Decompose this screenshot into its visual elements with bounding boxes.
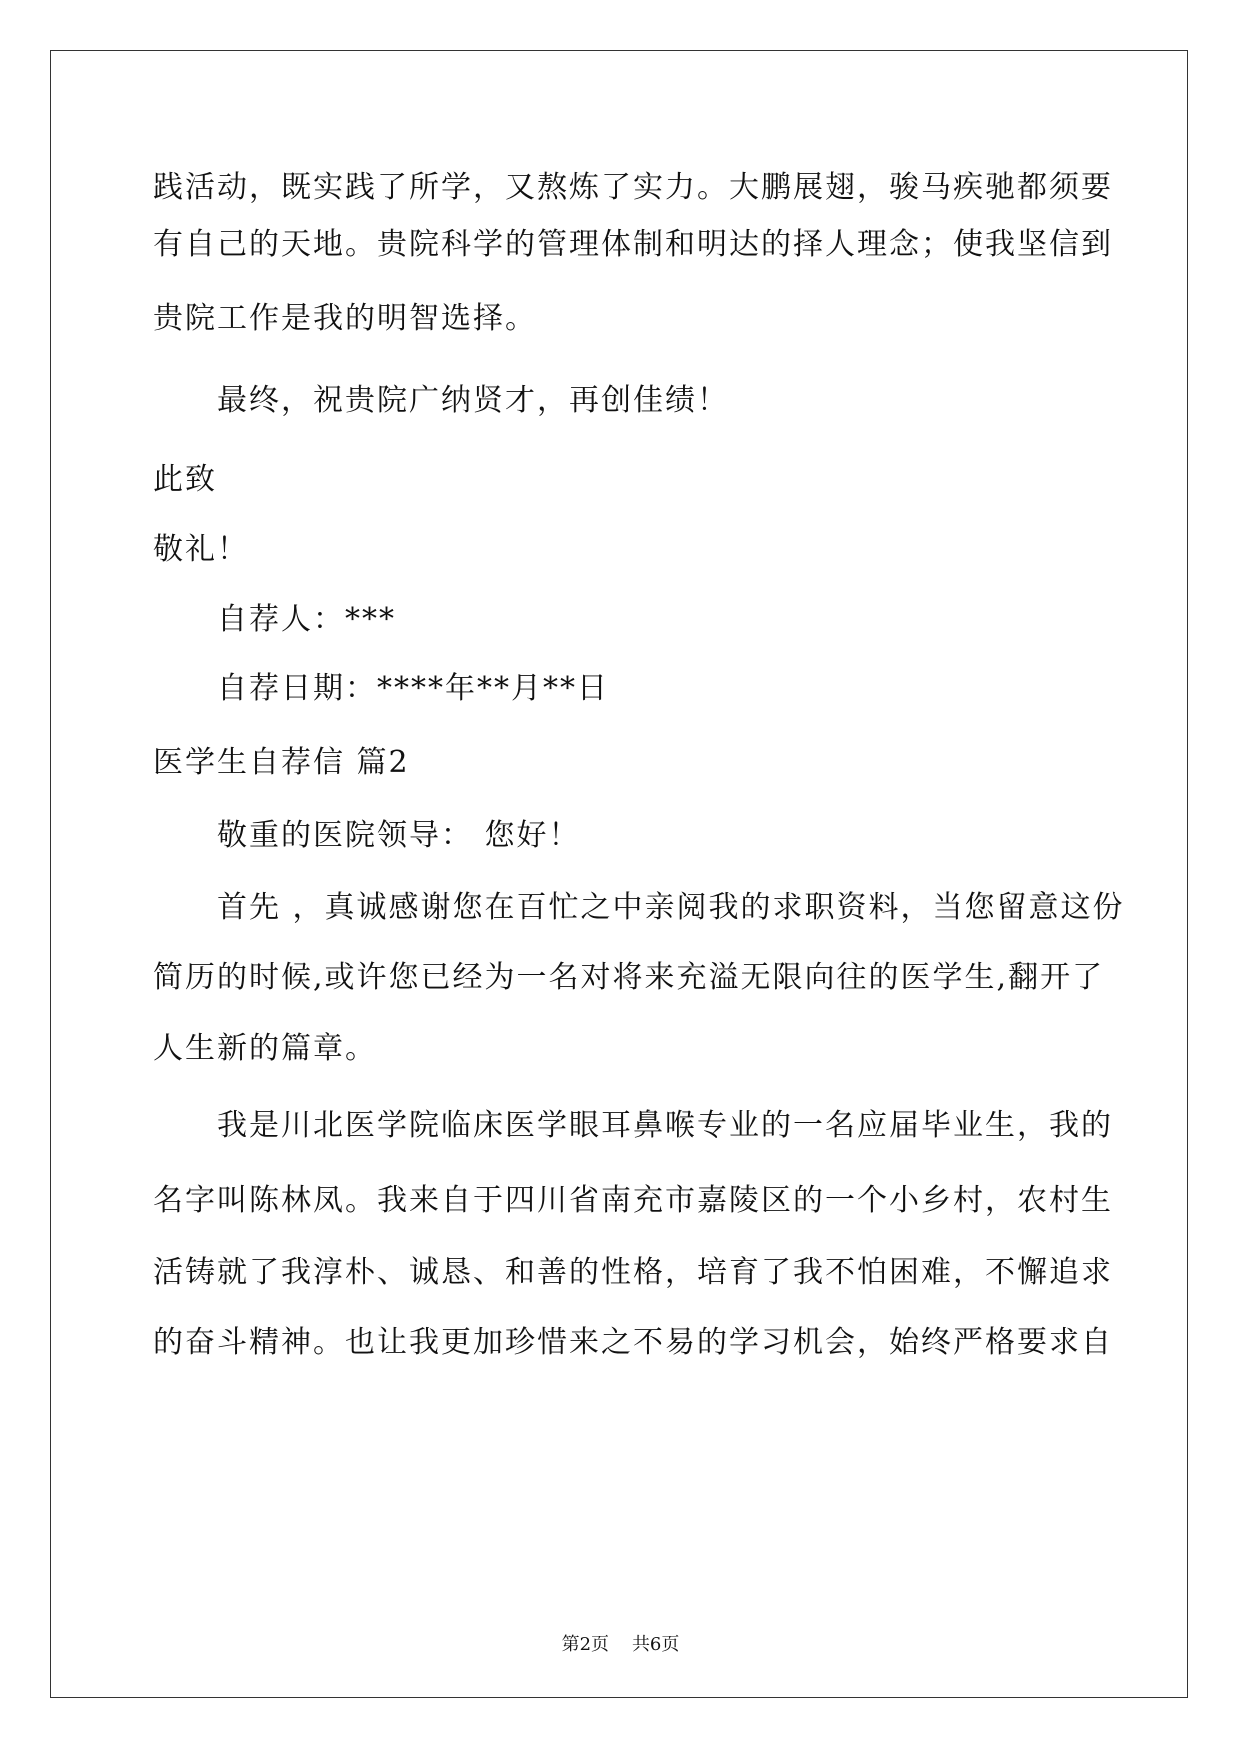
page-number: 第2页 [561, 1634, 610, 1655]
salutation-jingli: 敬礼！ [153, 532, 249, 567]
date-line: 自荐日期：****年**月**日 [217, 671, 609, 706]
body-text-line: 人生新的篇章。 [153, 1031, 377, 1066]
page-footer [0, 1630, 1241, 1656]
closing-wish: 最终，祝贵院广纳贤才，再创佳绩！ [217, 383, 729, 418]
section-heading: 医学生自荐信 篇2 [153, 745, 410, 780]
body-text-line: 我是川北医学院临床医学眼耳鼻喉专业的一名应届毕业生，我的 [217, 1108, 1113, 1143]
signer-line: 自荐人：*** [217, 602, 396, 637]
salutation-cizhi: 此致 [153, 462, 217, 497]
greeting-line: 敬重的医院领导： 您好！ [217, 818, 581, 853]
body-text-line: 简历的时候,或许您已经为一名对将来充溢无限向往的医学生,翻开了 [153, 960, 1105, 995]
body-text-line: 的奋斗精神。也让我更加珍惜来之不易的学习机会，始终严格要求自 [153, 1325, 1113, 1360]
page-border [50, 50, 1188, 1698]
body-text-line: 首先 ，真诚感谢您在百忙之中亲阅我的求职资料，当您留意这份 [217, 890, 1125, 925]
body-text-line: 名字叫陈林凤。我来自于四川省南充市嘉陵区的一个小乡村，农村生 [153, 1183, 1113, 1218]
body-text-line: 有自己的天地。贵院科学的管理体制和明达的择人理念；使我坚信到 [153, 227, 1113, 262]
body-text-line: 贵院工作是我的明智选择。 [153, 301, 537, 336]
body-text-line: 活铸就了我淳朴、诚恳、和善的性格，培育了我不怕困难，不懈追求 [153, 1255, 1113, 1290]
page-total: 共6页 [631, 1634, 680, 1655]
body-text-line: 践活动，既实践了所学，又熬炼了实力。大鹏展翅，骏马疾驰都须要 [153, 170, 1113, 205]
